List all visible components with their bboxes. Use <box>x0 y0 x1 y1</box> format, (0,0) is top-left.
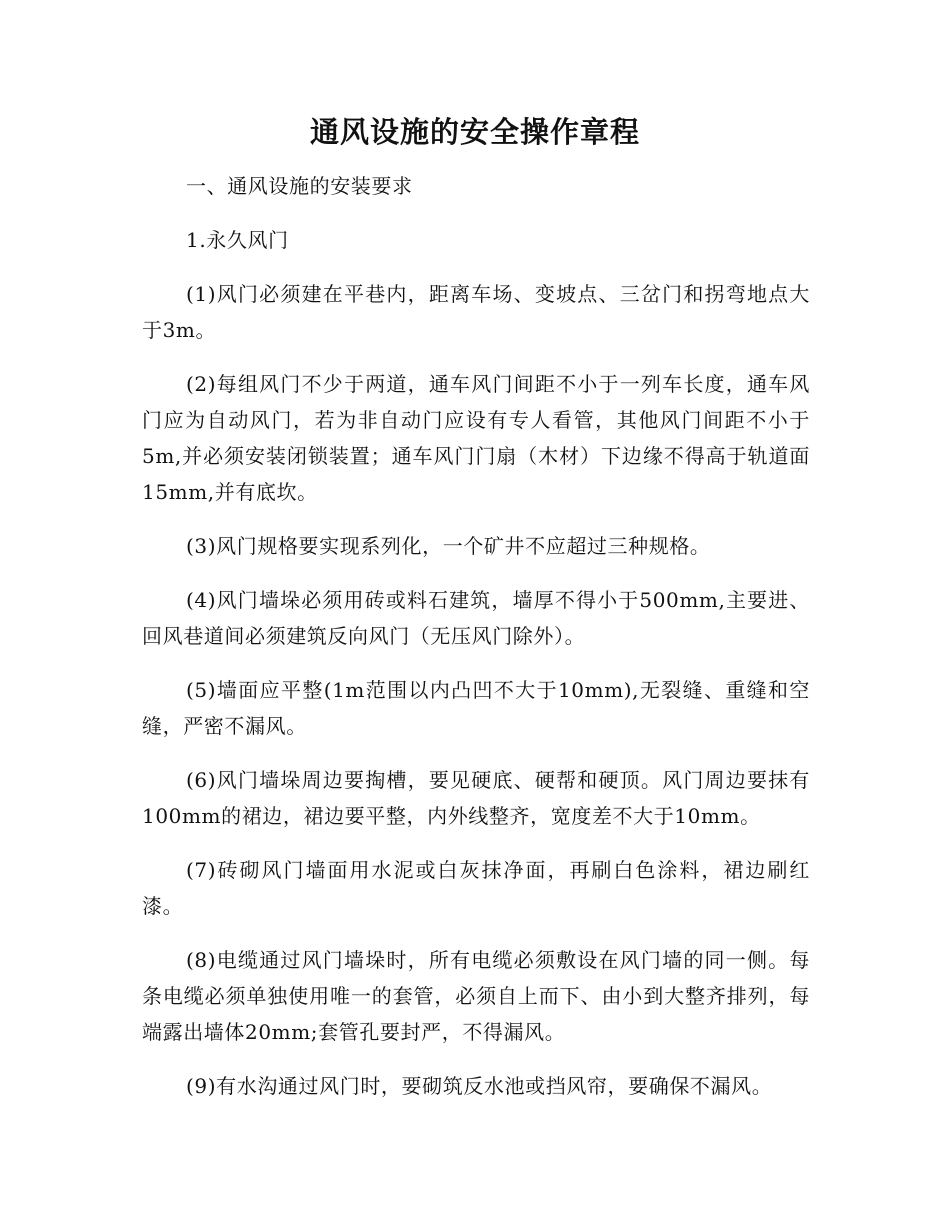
paragraph-9: (9)有水沟通过风门时，要砌筑反水池或挡风帘，要确保不漏风。 <box>186 1074 773 1098</box>
paragraph-8: (8)电缆通过风门墙垛时，所有电缆必须敷设在风门墙的同一侧。每条电缆必须单独使用唯一的套管，必须自上而下、由小到大整齐排列，每端露出墙体20mm;套管孔要封严，不得漏风。 <box>142 948 810 1044</box>
document-body <box>142 168 810 1122</box>
section-heading: 一、通风设施的安装要求 <box>186 174 413 198</box>
paragraph-5: (5)墙面应平整(1m范围以内凸凹不大于10mm),无裂缝、重缝和空缝，严密不漏风。 <box>142 678 810 738</box>
document-title: 通风设施的安全操作章程 <box>309 115 640 149</box>
paragraph-3: (3)风门规格要实现系列化，一个矿井不应超过三种规格。 <box>186 534 711 558</box>
paragraph-6: (6)风门墙垛周边要掏槽，要见硬底、硬帮和硬顶。风门周边要抹有100mm的裙边，裙边要平整，内外线整齐，宽度差不大于10mm。 <box>142 768 810 828</box>
subsection-heading: 1.永久风门 <box>186 228 289 252</box>
paragraph-2: (2)每组风门不少于两道，通车风门间距不小于一列车长度，通车风门应为自动风门，若为非自动门应设有专人看管，其他风门间距不小于5m,并必须安装闭锁装置；通车风门门扇（木材）下边缘不得高于轨道面15mm,并有底坎。 <box>142 372 810 504</box>
paragraph-7: (7)砖砌风门墙面用水泥或白灰抹净面，再刷白色涂料，裙边刷红漆。 <box>142 858 810 918</box>
paragraph-1: (1)风门必须建在平巷内，距离车场、变坡点、三岔门和拐弯地点大于3m。 <box>142 282 810 342</box>
paragraph-4: (4)风门墙垛必须用砖或料石建筑，墙厚不得小于500mm,主要进、回风巷道间必须建筑反向风门（无压风门除外）。 <box>142 588 810 648</box>
